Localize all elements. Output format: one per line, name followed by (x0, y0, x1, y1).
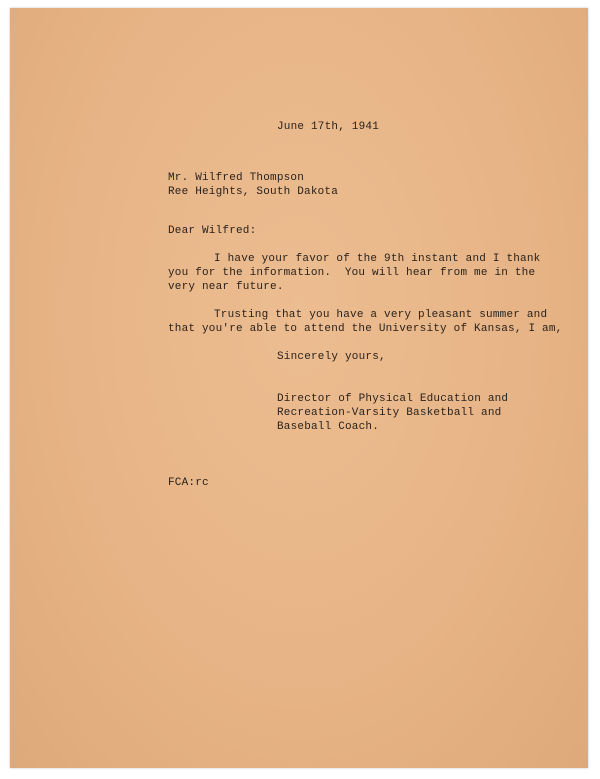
signature-line: Baseball Coach. (277, 421, 380, 433)
letter-date: June 17th, 1941 (277, 121, 380, 133)
body-line: you for the information. You will hear from me in the (168, 267, 536, 279)
body-line: Trusting that you have a very pleasant summer and (214, 309, 548, 321)
recipient-address: Ree Heights, South Dakota (168, 186, 339, 198)
letter-page (10, 8, 588, 768)
signature-line: Director of Physical Education and (277, 393, 509, 405)
signature-line: Recreation-Varsity Basketball and (277, 407, 502, 419)
body-line: I have your favor of the 9th instant and I thank (214, 253, 541, 265)
recipient-name: Mr. Wilfred Thompson (168, 172, 305, 184)
body-line: very near future. (168, 281, 284, 293)
body-line: that you're able to attend the University of Kansas, I am, (168, 323, 563, 335)
closing: Sincerely yours, (277, 351, 386, 363)
typist-initials: FCA:rc (168, 477, 209, 489)
salutation: Dear Wilfred: (168, 225, 257, 237)
